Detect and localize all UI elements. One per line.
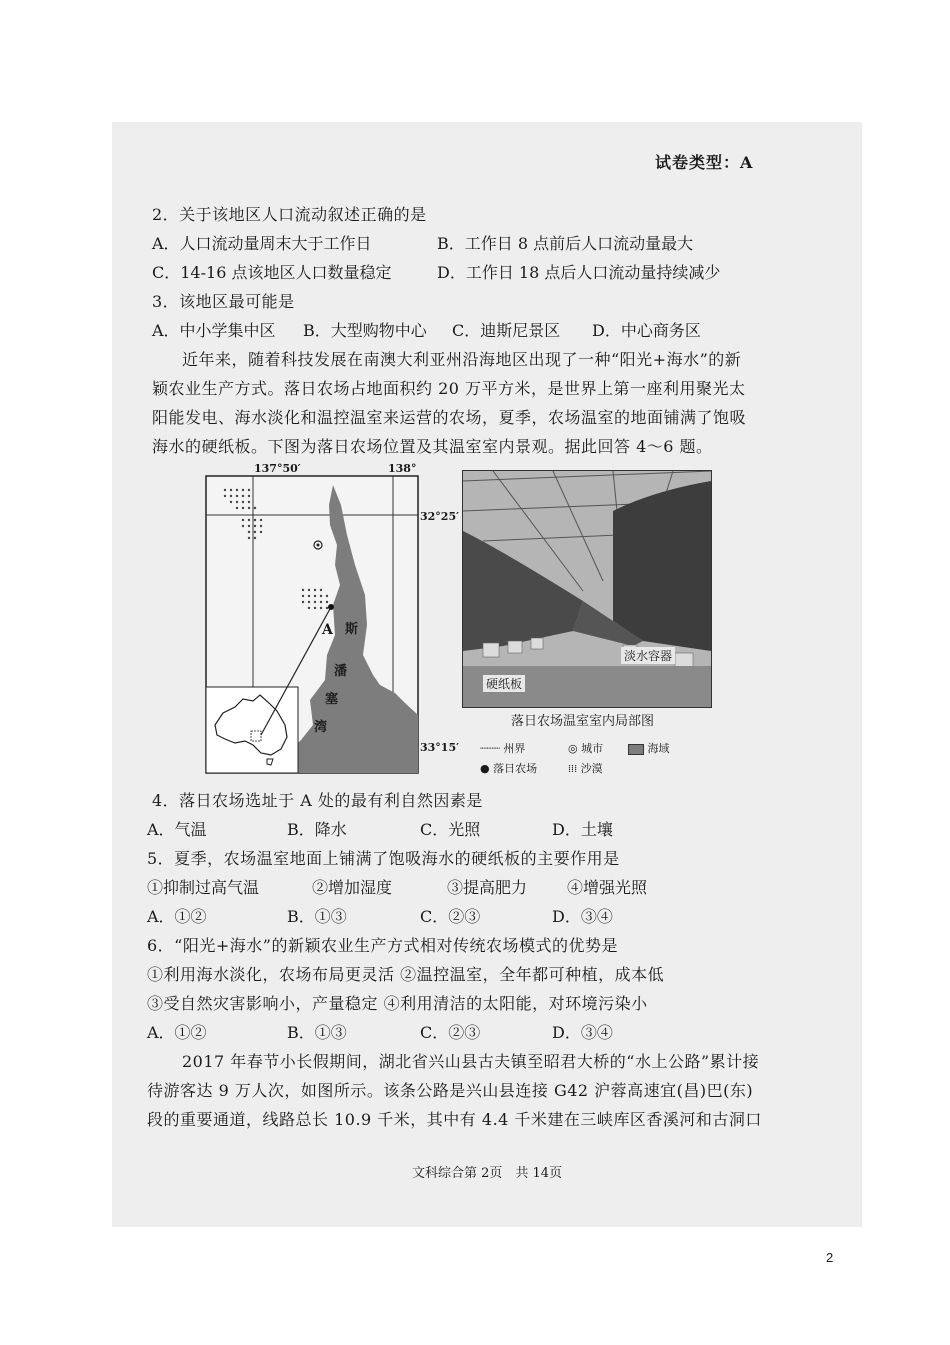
map-lon-right: 138° <box>388 462 417 475</box>
passage1-line-4: 海水的硬纸板。下图为落日农场位置及其温室室内景观。据此回答 4～6 题。 <box>152 437 713 456</box>
map-lon-left: 137°50′ <box>254 462 301 475</box>
q4-stem: 4．落日农场选址于 A 处的最有利自然因素是 <box>152 791 483 810</box>
map-point-label: A <box>322 622 333 638</box>
q5-stem: 5．夏季，农场温室地面上铺满了饱吸海水的硬纸板的主要作用是 <box>147 849 620 868</box>
map-lat-bottom: 33°15′ <box>420 741 460 754</box>
gulf-char-1: 斯 <box>345 622 359 637</box>
gulf-char-2: 潘 <box>334 664 348 679</box>
passage2-line-3: 段的重要通道，线路总长 10.9 千米，其中有 4.4 千米建在三峡库区香溪河和古洞口 <box>147 1110 762 1129</box>
q3-option-b: B．大型购物中心 <box>303 321 427 340</box>
q6-option-a: A．①② <box>147 1023 207 1042</box>
city-icon: ◎ <box>568 742 582 755</box>
q3-option-a: A．中小学集中区 <box>152 321 276 340</box>
q3-option-d: D．中心商务区 <box>592 321 701 340</box>
q6-stem: 6．“阳光+海水”的新颖农业生产方式相对传统农场模式的优势是 <box>147 936 618 955</box>
farm-dot-icon: ● <box>480 762 494 775</box>
q5-statement-2: ②增加湿度 <box>312 878 393 897</box>
passage1-line-1: 近年来，随着科技发展在南澳大利亚州沿海地区出现了一种“阳光+海水”的新 <box>182 350 742 369</box>
q5-option-b: B．①③ <box>287 907 347 926</box>
photo-caption: 落日农场温室室内局部图 <box>511 714 655 729</box>
q6-option-b: B．①③ <box>287 1023 347 1042</box>
photo-label-container: 淡水容器 <box>621 647 675 664</box>
passage1-line-2: 颖农业生产方式。落日农场占地面积约 20 万平方米，是世界上第一座利用聚光太 <box>152 379 746 398</box>
passage1-line-3: 阳能发电、海水淡化和温控温室来运营的农场，夏季，农场温室的地面铺满了饱吸 <box>152 408 747 427</box>
desert-dots-icon: ⁞⁞⁞ <box>568 762 581 775</box>
legend-city: ◎ 城市 <box>568 742 604 755</box>
greenhouse-illustration <box>463 471 711 707</box>
passage2-line-1: 2017 年春节小长假期间，湖北省兴山县古夫镇至昭君大桥的“水上公路”累计接 <box>182 1052 760 1071</box>
gulf-char-4: 湾 <box>314 720 328 735</box>
q5-option-a: A．①② <box>147 907 207 926</box>
map-lat-top: 32°25′ <box>420 510 460 523</box>
q2-option-b: B．工作日 8 点前后人口流动量最大 <box>437 234 694 253</box>
legend-state-border: ┈┈┈ 州界 <box>480 742 526 755</box>
legend-farm: ● 落日农场 <box>480 762 538 775</box>
q6-statements-3-4: ③受自然灾害影响小，产量稳定 ④利用清洁的太阳能，对环境污染小 <box>147 994 648 1013</box>
gulf-swatch-icon <box>628 744 644 755</box>
farm-location-map <box>205 475 420 775</box>
q2-option-a: A．人口流动量周末大于工作日 <box>152 234 372 253</box>
q5-option-c: C．②③ <box>420 907 481 926</box>
q4-option-a: A．气温 <box>147 820 207 839</box>
q2-option-c: C．14-16 点该地区人口数量稳定 <box>152 263 392 282</box>
q3-stem: 3．该地区最可能是 <box>152 292 295 311</box>
q2-stem: 2．关于该地区人口流动叙述正确的是 <box>152 205 427 224</box>
q4-option-c: C．光照 <box>420 820 481 839</box>
passage2-line-2: 待游客达 9 万人次，如图所示。该条公路是兴山县连接 G42 沪蓉高速宜(昌)巴(东) <box>147 1081 754 1100</box>
q6-option-c: C．②③ <box>420 1023 481 1042</box>
legend-desert: ⁞⁞⁞ 沙漠 <box>568 762 603 775</box>
q4-option-b: B．降水 <box>287 820 347 839</box>
state-border-icon: ┈┈┈ <box>480 742 504 755</box>
gulf-char-3: 塞 <box>325 692 339 707</box>
greenhouse-photo <box>462 470 712 708</box>
q4-option-d: D．土壤 <box>552 820 613 839</box>
legend-gulf: 海域 <box>628 740 670 756</box>
q2-option-d: D．工作日 18 点后人口流动量持续减少 <box>437 263 721 282</box>
exam-type: 试卷类型：A <box>655 153 754 172</box>
photo-label-board: 硬纸板 <box>483 675 525 692</box>
page-number: 2 <box>826 1250 834 1265</box>
q3-option-c: C．迪斯尼景区 <box>452 321 561 340</box>
q5-option-d: D．③④ <box>552 907 613 926</box>
q6-statements-1-2: ①利用海水淡化，农场布局更灵活 ②温控温室，全年都可种植，成本低 <box>147 965 665 984</box>
page-footer: 文科综合第 2页 共 14页 <box>412 1166 563 1181</box>
q5-statement-3: ③提高肥力 <box>447 878 528 897</box>
q5-statement-1: ①抑制过高气温 <box>147 878 260 897</box>
q6-option-d: D．③④ <box>552 1023 613 1042</box>
q5-statement-4: ④增强光照 <box>567 878 648 897</box>
